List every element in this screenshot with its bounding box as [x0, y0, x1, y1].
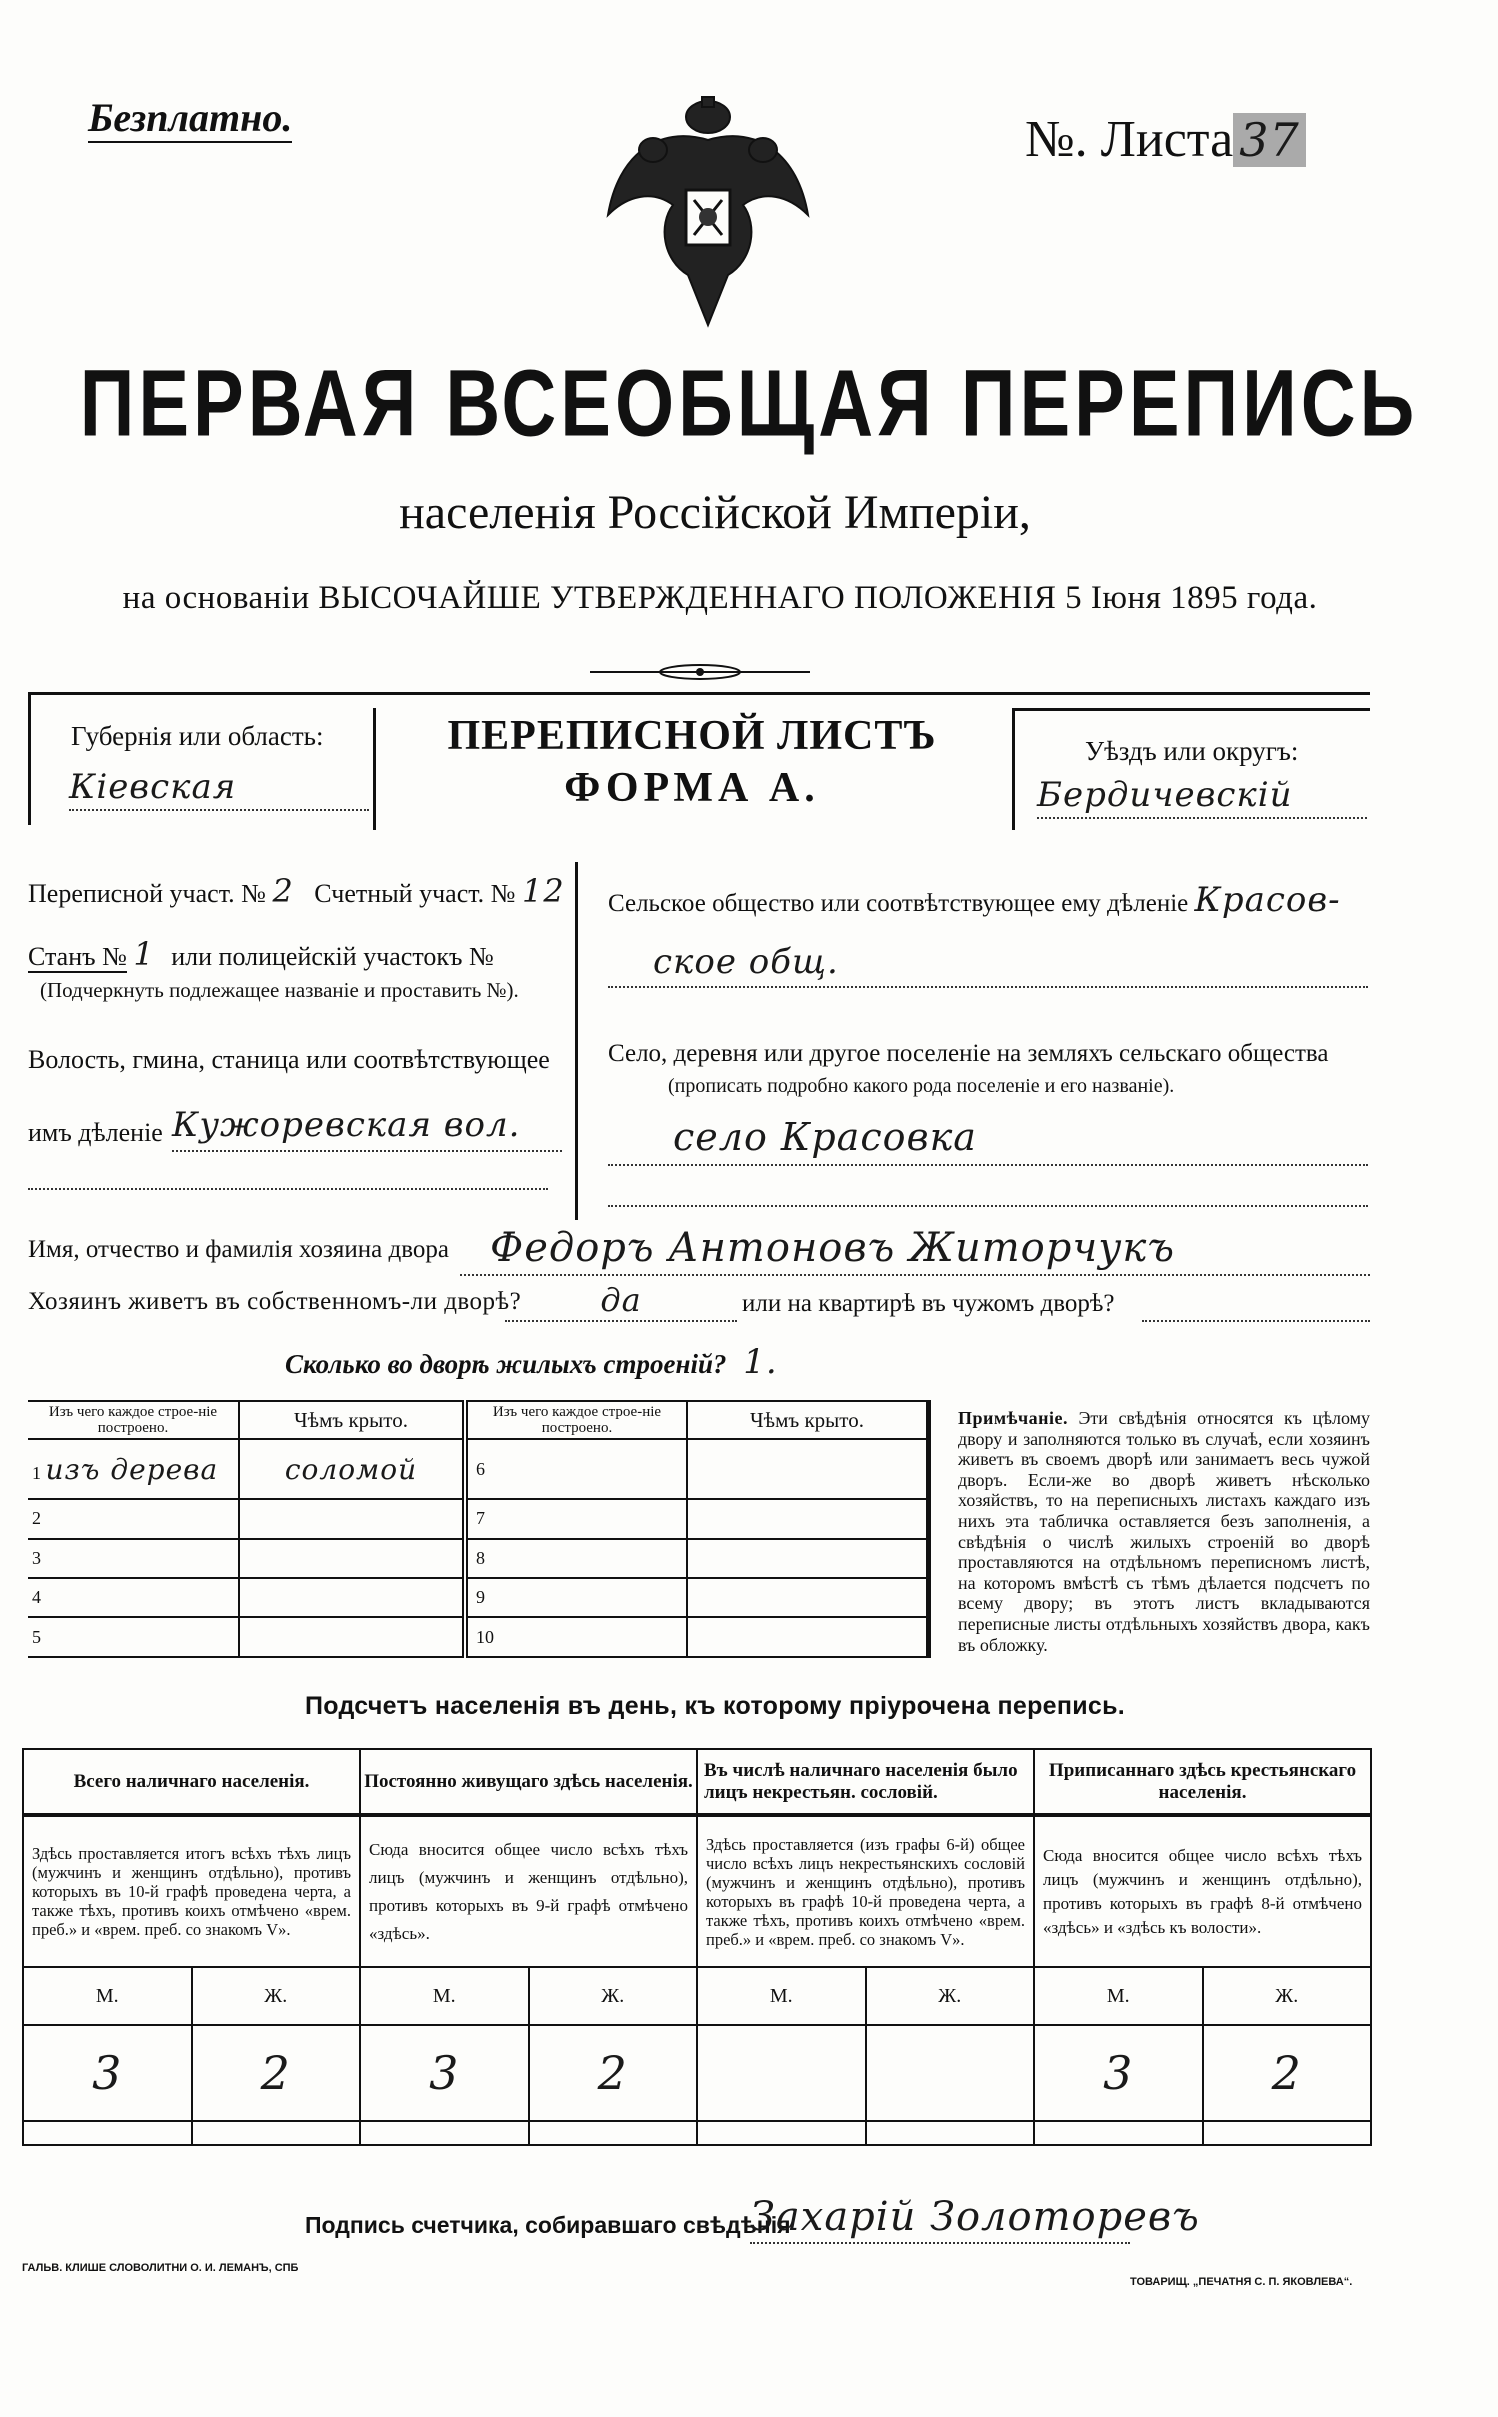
underline-note: (Подчеркнуть подлежащее названіе и проставить №). — [40, 978, 519, 1002]
female-header: Ж. — [529, 1967, 698, 2025]
coat-of-arms-icon — [598, 95, 818, 335]
province-value: Кіевская — [69, 765, 369, 811]
owner-or-label: или на квартирѣ въ чужомъ дворѣ? — [742, 1290, 1115, 1317]
society-row — [608, 880, 1341, 920]
sheet-number-value: 37 — [1233, 113, 1306, 167]
owner-lives-label: Хозяинъ живетъ въ собственномъ-ли дворѣ? — [28, 1288, 522, 1315]
province-label: Губернія или область: — [71, 721, 324, 751]
row-number: 10 — [465, 1617, 687, 1657]
col-description: Сюда вносится общее число всѣхъ тѣхъ лицъ (мужчинъ и женщинъ отдѣльно), противъ которыхъ въ 9-й графѣ отмѣчено «здѣсь». — [360, 1815, 697, 1967]
female-header: Ж. — [866, 1967, 1035, 2025]
female-header: Ж. — [192, 1967, 361, 2025]
male-header: М. — [697, 1967, 866, 2025]
count-title: Подсчетъ населенія въ день, къ которому пріурочена перепись. — [304, 1692, 1126, 1720]
col-material-right: Изъ чего каждое строе-ніе построено. — [465, 1401, 687, 1439]
male-count: 3 — [23, 2025, 192, 2121]
male-count — [697, 2025, 866, 2121]
row-number: 1 — [32, 1462, 41, 1483]
camp-row — [28, 935, 494, 973]
male-header: М. — [360, 1967, 529, 2025]
table-row — [28, 1617, 929, 1657]
row-number: 5 — [28, 1617, 239, 1657]
village-note: (прописать подробно какого рода поселеніе и его названіе). — [668, 1075, 1175, 1097]
buildings-label: Сколько во дворѣ жилыхъ строеній? — [285, 1349, 727, 1379]
buildings-row — [285, 1342, 778, 1382]
form-subtitle: ФОРМА А. — [564, 765, 820, 811]
signature-value: Захарій Золоторевъ — [750, 2192, 1130, 2244]
village-label: Село, деревня или другое поселеніе на земляхъ сельскаго общества — [608, 1040, 1329, 1067]
sheet-number — [1025, 110, 1306, 170]
row-number: 2 — [28, 1499, 239, 1538]
free-label: Безплатно. — [88, 95, 292, 143]
district-label: Уѣздъ или округъ: — [1085, 736, 1299, 766]
col-material-left: Изъ чего каждое строе-ніе построено. — [28, 1401, 239, 1439]
col-description: Здѣсь проставляется (изъ графы 6-й) общее число всѣхъ лицъ некрестьянскихъ сословій (мужчинъ и женщинъ отдѣльно), противъ которыхъ въ графѣ 10-й проведена черта, а также тѣхъ, противъ коихъ отмѣчено «врем. преб.» и «врем. преб. со знакомъ V». — [697, 1815, 1034, 1967]
camp-value: 1 — [133, 935, 155, 973]
police-label: или полицейскій участокъ № — [171, 942, 494, 971]
male-header: М. — [1034, 1967, 1203, 2025]
row-number: 4 — [28, 1578, 239, 1617]
male-count: 3 — [360, 2025, 529, 2121]
roof-value: соломой — [284, 1452, 418, 1486]
col-description: Здѣсь проставляется итогъ всѣхъ тѣхъ лицъ (мужчинъ и женщинъ отдѣльно), противъ которыхъ въ 10-й графѣ проведена черта, а также тѣхъ, противъ коихъ отмѣчено «врем. преб.» и «врем. преб. со знакомъ V». — [23, 1815, 360, 1967]
table-row — [28, 1578, 929, 1617]
female-count: 2 — [1203, 2025, 1372, 2121]
female-count: 2 — [192, 2025, 361, 2121]
female-count — [866, 2025, 1035, 2121]
col-heading: Постоянно живущаго здѣсь населенія. — [360, 1749, 697, 1815]
row-number: 3 — [28, 1539, 239, 1578]
owner-name-row — [28, 1236, 449, 1264]
col-heading: Всего наличнаго населенія. — [23, 1749, 360, 1815]
volost-value: Кужоревская вол. — [172, 1100, 562, 1152]
table-row — [28, 1539, 929, 1578]
buildings-table — [28, 1400, 931, 1658]
col-description: Сюда вносится общее число всѣхъ тѣхъ лицъ (мужчинъ и женщинъ отдѣльно), противъ которыхъ въ графѣ 8-й отмѣчено «здѣсь» и «здѣсь къ волости». — [1034, 1815, 1371, 1967]
row-number: 7 — [465, 1499, 687, 1538]
row-number: 8 — [465, 1539, 687, 1578]
district-box — [1015, 708, 1370, 833]
row-number: 9 — [465, 1578, 687, 1617]
owner-lives-value: да — [505, 1280, 737, 1322]
section-divider — [575, 862, 578, 1220]
note-label: Примѣчаніе. — [958, 1408, 1068, 1428]
province-box — [28, 695, 376, 825]
row-number: 6 — [465, 1439, 687, 1499]
ornament-divider — [590, 662, 810, 682]
document-title: ПЕРВАЯ ВСЕОБЩАЯ ПЕРЕПИСЬ — [79, 350, 1419, 457]
census-section-value: 2 — [272, 872, 294, 910]
population-table — [22, 1748, 1372, 2146]
document-subtitle: населенія Россійской Имперіи, — [399, 486, 1031, 539]
owner-name-value: Федоръ Антоновъ Житорчукъ — [460, 1222, 1370, 1276]
counting-section-label: Счетный участ. № — [314, 879, 516, 908]
col-roof-right: Чѣмъ крыто. — [687, 1401, 929, 1439]
sheet-number-label: №. Листа — [1025, 111, 1234, 168]
society-value: Красов- — [1194, 880, 1341, 920]
owner-or-line — [1142, 1320, 1370, 1322]
printer-right: ТОВАРИЩ. „ПЕЧАТНЯ С. П. ЯКОВЛЕВА“. — [1130, 2276, 1353, 2288]
male-count: 3 — [1034, 2025, 1203, 2121]
female-count: 2 — [529, 2025, 698, 2121]
legal-basis: на основаніи ВЫСОЧАЙШЕ УТВЕРЖДЕННАГО ПОЛОЖЕНІЯ 5 Іюня 1895 года. — [122, 580, 1318, 616]
volost-extra-line — [28, 1188, 548, 1190]
village-value: село Красовка — [608, 1110, 1368, 1166]
printer-left: ГАЛЬВ. КЛИШЕ СЛОВОЛИТНИ О. И. ЛЕМАНЪ, СПБ — [22, 2262, 299, 2274]
form-title: ПЕРЕПИСНОЙ ЛИСТЪ — [447, 713, 937, 759]
material-value: изъ дерева — [45, 1452, 219, 1486]
signature-label: Подпись счетчика, собиравшаго свѣдѣнія — [305, 2212, 791, 2238]
table-row — [28, 1439, 929, 1499]
owner-name-label: Имя, отчество и фамилія хозяина двора — [28, 1236, 449, 1263]
col-heading: Приписаннаго здѣсь крестьянскаго населенія. — [1034, 1749, 1371, 1815]
female-header: Ж. — [1203, 1967, 1372, 2025]
village-extra-line — [608, 1205, 1368, 1207]
col-roof-left: Чѣмъ крыто. — [239, 1401, 465, 1439]
note-text: Эти свѣдѣнія относятся къ цѣлому двору и заполняются только въ случаѣ, если хозяинъ живетъ въ своемъ дворѣ или занимаетъ весь чужой дворъ. Если-же во дворѣ живетъ нѣсколько хозяйствъ, то на переписныхъ листахъ каждаго изъ нихъ эта табличка оставляется безъ заполненія, а свѣдѣнія о числѣ жилыхъ строеній во дворѣ проставляются на отдѣльномъ переписномъ листѣ, на которомъ вмѣстѣ съ тѣмъ дѣлается подсчетъ по всему двору; въ этотъ листъ вкладываются переписные листы отдѣльныхъ хозяйствъ двора, какъ въ обложку. — [958, 1408, 1371, 1655]
census-section-label: Переписной участ. № — [28, 879, 266, 908]
society-value-2: ское общ. — [608, 938, 1368, 988]
camp-label: Станъ № — [28, 942, 127, 971]
table-row — [28, 1499, 929, 1538]
society-label: Сельское общество или соотвѣтствующее ему дѣленіе — [608, 890, 1189, 917]
male-header: М. — [23, 1967, 192, 2025]
note-block — [958, 1408, 1370, 1655]
district-value: Бердичевскій — [1037, 773, 1367, 819]
census-section-row — [28, 872, 565, 910]
buildings-value: 1. — [743, 1342, 778, 1382]
col-heading: Въ числѣ наличнаго населенія было лицъ некрестьян. сословій. — [697, 1749, 1034, 1815]
volost-label-2: имъ дѣленіе — [28, 1118, 163, 1147]
counting-section-value: 12 — [521, 872, 565, 910]
volost-label: Волость, гмина, станица или соотвѣтствующее — [28, 1045, 550, 1074]
